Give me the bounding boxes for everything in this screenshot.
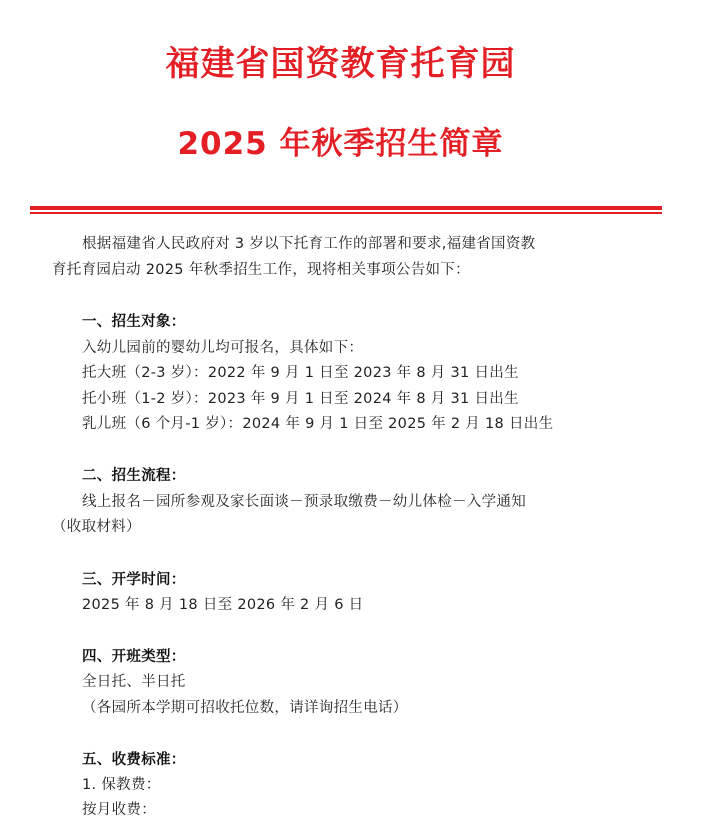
document-title-line1: 福建省国资教育托育园 [165,44,516,84]
section3-heading: 三、开学时间： [82,572,186,588]
section4-line-1: 全日托、半日托 [82,674,186,690]
section1-line: 入幼儿园前的婴幼儿均可报名，具体如下： [82,340,364,356]
intro-line-2: 育托育园启动 2025 年秋季招生工作，现将相关事项公告如下： [52,262,470,278]
section2-line-2: （收取材料） [52,519,141,535]
section5-heading: 五、收费标准： [82,752,186,768]
section3-line-1: 2025 年 8 月 18 日至 2026 年 2 月 6 日 [82,597,364,613]
section1-line: 托小班（1-2 岁）：2023 年 9 月 1 日至 2024 年 8 月 31 日出生 [82,391,519,407]
section1-heading: 一、招生对象： [82,314,186,330]
section4-heading: 四、开班类型： [82,649,186,665]
document-title-line2: 2025 年秋季招生简章 [177,126,504,162]
section2-heading: 二、招生流程： [82,468,186,484]
section1-line: 托大班（2-3 岁）：2022 年 9 月 1 日至 2023 年 8 月 31 日出生 [82,365,519,381]
section2-line-1: 线上报名－园所参观及家长面谈－预录取缴费－幼儿体检－入学通知 [82,494,526,510]
header-divider-thin [30,212,662,214]
section5-line-2: 按月收费： [82,802,156,818]
section4-line-2: （各园所本学期可招收托位数，请详询招生电话） [82,700,408,716]
intro-line-1: 根据福建省人民政府对 3 岁以下托育工作的部署和要求,福建省国资教 [82,236,536,252]
section5-line-1: 1. 保教费： [82,777,161,793]
section1-line: 乳儿班（6 个月-1 岁）：2024 年 9 月 1 日至 2025 年 2 月 18 日出生 [82,416,554,432]
header-divider-thick [30,206,662,210]
